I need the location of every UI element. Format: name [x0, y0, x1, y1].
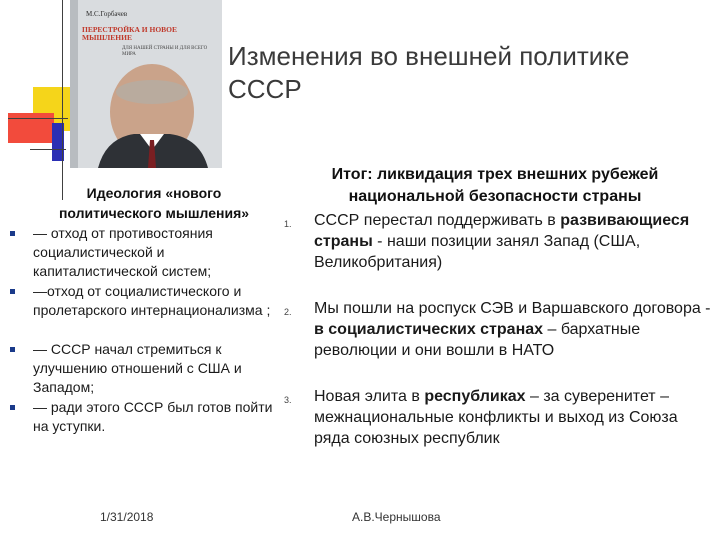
list-item: 1. СССР перестал поддерживать в развивающиеся страны - наши позиции занял Запад (США, Великобритания) [284, 212, 690, 271]
book-author: М.С.Горбачев [86, 10, 128, 18]
square-bullet-icon [10, 231, 15, 236]
square-bullet-icon [10, 405, 15, 410]
book-title: ПЕРЕСТРОЙКА И НОВОЕ МЫШЛЕНИЕ [82, 25, 177, 42]
decor-horizontal-line [8, 118, 68, 119]
decor-vertical-line [62, 0, 63, 200]
book-cover-image [70, 0, 222, 168]
right-heading: Итог: ликвидация трех внешних рубежей национальной безопасности страны [331, 166, 659, 205]
left-bullet-list [10, 224, 280, 436]
footer-author: А.В.Чернышова [352, 510, 441, 524]
list-item: — СССР начал стремиться к улучшению отношений с США и Западом; [10, 340, 280, 398]
square-bullet-icon [10, 347, 15, 352]
list-item: 3. Новая элита в республиках – за суверенитет – межнациональные конфликты и выход из Союза ряда союзных республик [284, 388, 678, 447]
slide-title: Изменения во внешней политике СССР [228, 41, 630, 104]
square-bullet-icon [10, 289, 15, 294]
list-item: 2. Мы пошли на роспуск СЭВ и Варшавского договора - в социалистических странах – бархатные революции и они вошли в НАТО [284, 300, 711, 359]
decor-horizontal-line [30, 149, 66, 150]
list-item: — отход от противостояния социалистической и капиталистической систем; [10, 224, 280, 282]
list-item: — ради этого СССР был готов пойти на уступки. [10, 398, 280, 436]
footer-date: 1/31/2018 [100, 510, 154, 524]
list-item: —отход от социалистического и пролетарского интернационализма ; [10, 282, 280, 340]
book-subtitle: ДЛЯ НАШЕЙ СТРАНЫ И ДЛЯ ВСЕГО МИРА [122, 46, 208, 57]
numbered-item-1 [284, 210, 714, 273]
numbered-item-2 [284, 298, 714, 361]
numbered-item-3 [284, 386, 714, 449]
left-heading: Идеология «нового политического мышления» [58, 185, 250, 221]
